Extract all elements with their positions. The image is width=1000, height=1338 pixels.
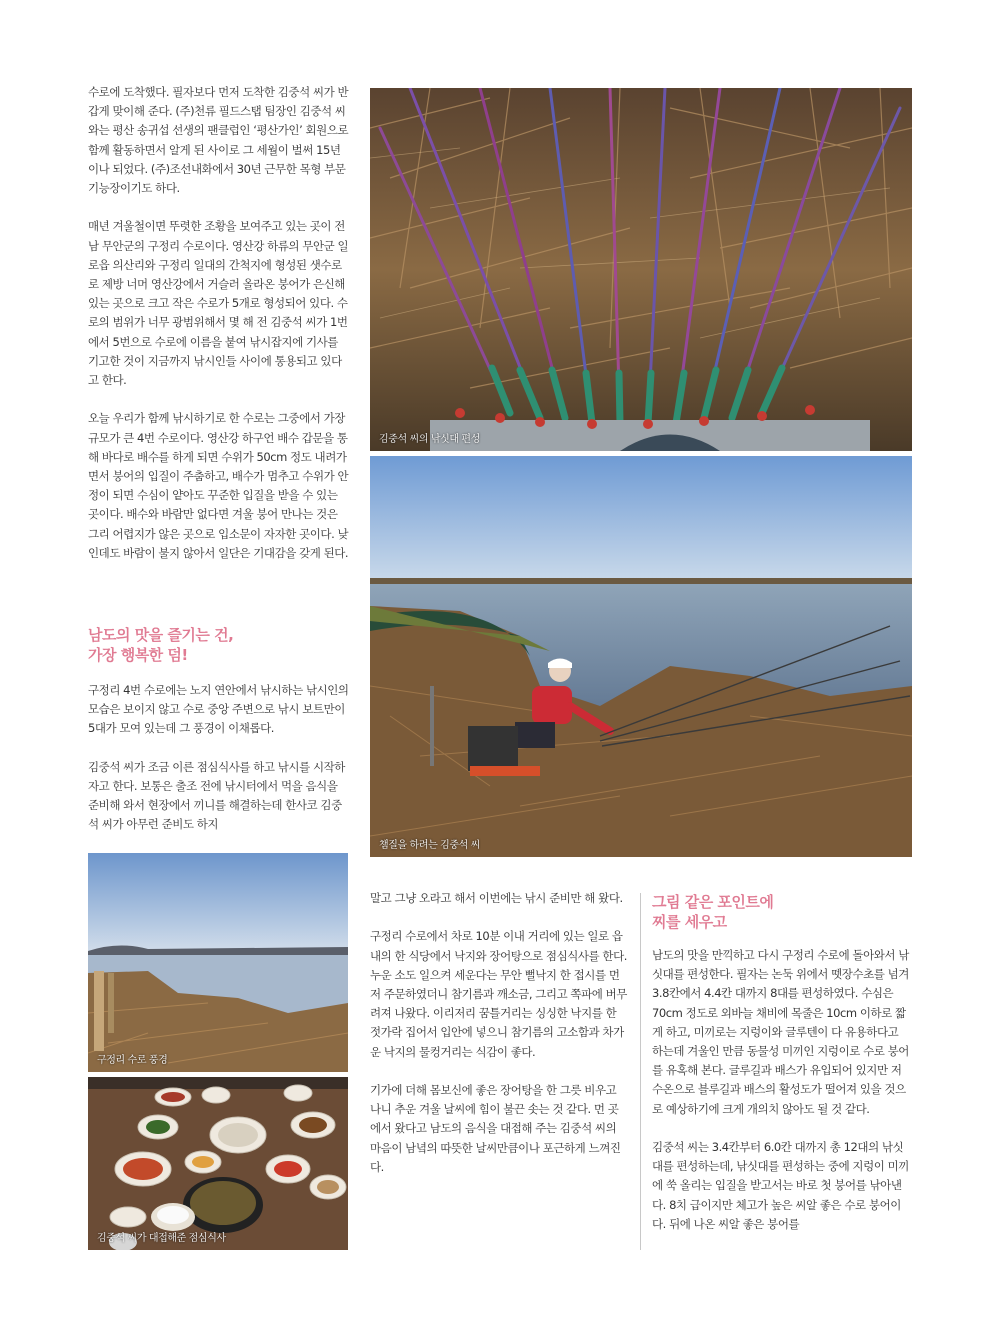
col1-paragraph: 매년 겨울철이면 뚜렷한 조황을 보여주고 있는 곳이 전남 무안군의 구정리 수로이다. 영산강 하류의 무안군 일로읍 의산리와 구정리 일대의 간척지에 형성된 샛수로로 제방 너머 영산강에서 거슬러 올라온 붕어가 은신해 있는 곳으로 크고 작은 수로가 5개로 형성되어 있다. 수로의 범위가 너무 광범위해서 몇 해 전 김중석 씨가 1번에서 5번으로 수로에 이름을 붙여 낚시잡지에 기사를 기고한 것이 지금까지 낚시인들 사이에 통용되고 있다고 한다.	[88, 219, 349, 388]
angler-image	[370, 456, 912, 857]
col2-paragraph: 말고 그냥 오라고 해서 이번에는 낚시 준비만 해 왔다.	[370, 891, 623, 905]
col3-paragraph: 남도의 맛을 만끽하고 다시 구정리 수로에 돌아와서 낚싯대를 편성한다. 필자는 논둑 위에서 뗏장수초를 넘겨 3.8칸에서 4.4칸 대까지 8대를 편성하였다. 수심은 70cm 정도로 외바늘 채비에 목줄은 10cm 이하로 짧게 하고, 미끼로는 지렁이와 글루텐이 다 유용하다고 하는데 겨울인 만큼 동물성 미끼인 지렁이로 수로 붕어를 유혹해 본다. 글루길과 배스가 유입되어 있지만 저수온으로 블루길과 배스의 활성도가 떨어져 있을 것으로 예상하기에 크게 개의치 않아도 될 것 같다.	[652, 948, 909, 1116]
col2-paragraph: 구정리 수로에서 차로 10분 이내 거리에 있는 일로 읍내의 한 식당에서 낙지와 장어탕으로 점심식사를 한다. 누운 소도 일으켜 세운다는 무안 뻘낙지 한 접시를 먼저 주문하였더니 참기름과 깨소금, 그리고 쪽파에 버무려져 나왔다. 이리저리 꿈틀거리는 싱싱한 낙지를 한 젓가락 집어서 입안에 넣으니 참기름의 고소함과 차가운 낙지의 물컹거리는 식감이 좋다.	[370, 929, 627, 1059]
col1-paragraph: 수로에 도착했다. 필자보다 먼저 도착한 김중석 씨가 반갑게 맞이해 준다. (주)천류 필드스탭 팀장인 김중석 씨와는 평산 송귀섭 선생의 팬클럽인 ‘평산가인’ 회원으로 함께 활동하면서 알게 된 사이로 그 세월이 벌써 15년이나 되었다. (주)조선내화에서 30년 근무한 목형 부문 기능장이기도 하다.	[88, 85, 349, 196]
photo-caption: 김중석 씨가 대접해준 점심식사	[97, 1233, 226, 1244]
photo-rods-setup	[370, 88, 912, 451]
col1-text	[88, 83, 350, 563]
photo-meal	[88, 1077, 348, 1250]
heading-line: 찌를 세우고	[652, 913, 727, 931]
column-divider	[640, 893, 641, 1250]
heading-line: 남도의 맛을 즐기는 건,	[88, 626, 234, 644]
photo-caption: 구정리 수로 풍경	[97, 1055, 168, 1066]
col2-text	[370, 889, 627, 1177]
heading-line: 그림 같은 포인트에	[652, 893, 774, 911]
section-heading-southern-taste	[88, 625, 350, 665]
photo-angler	[370, 456, 912, 857]
col2-paragraph: 기가에 더해 몸보신에 좋은 장어탕을 한 그릇 비우고 나니 추운 겨울 날씨에 힘이 불끈 솟는 것 같다. 먼 곳에서 왔다고 남도의 음식을 대접해 주는 김중석 씨의 마음이 남녘의 따뜻한 날씨만큼이나 포근하게 느껴진다.	[370, 1083, 621, 1174]
photo-caption: 챔질을 하려는 김중석 씨	[379, 840, 480, 851]
col3-text	[652, 946, 912, 1234]
col3-paragraph: 김중석 씨는 3.4칸부터 6.0칸 대까지 총 12대의 낚싯대를 편성하는데, 낚싯대를 편성하는 중에 지렁이 미끼에 쑥 올리는 입질을 받고서는 바로 첫 붕어를 낚아낸다. 8치 급이지만 체고가 높은 씨알 좋은 수로 붕어이다. 뒤에 나온 씨알 좋은 붕어를	[652, 1140, 909, 1231]
col1-paragraph: 오늘 우리가 함께 낚시하기로 한 수로는 그중에서 가장 규모가 큰 4번 수로이다. 영산강 하구언 배수 갑문을 통해 바다로 배수를 하게 되면 수위가 50cm 정도 내려가면서 붕어의 입질이 주춤하고, 배수가 멈추고 수위가 안정이 되면 수심이 얕아도 꾸준한 입질을 받을 수 있는 곳이다. 배수와 바람만 없다면 겨울 붕어 만나는 것은 그리 어렵지가 않은 곳으로 입소문이 자자한 곳이다. 낮인데도 바람이 불지 않아서 일단은 기대감을 갖게 된다.	[88, 411, 349, 560]
col1-paragraph: 구정리 4번 수로에는 노지 연안에서 낚시하는 낚시인의 모습은 보이지 않고 수로 중앙 주변으로 낚시 보트만이 5대가 모여 있는데 그 풍경이 이채롭다.	[88, 683, 349, 736]
photo-waterway	[88, 853, 348, 1072]
col1-paragraph: 김중석 씨가 조금 이른 점심식사를 하고 낚시를 시작하자고 한다. 보통은 출조 전에 낚시터에서 먹을 음식을 준비해 와서 현장에서 끼니를 해결하는데 한사코 김중석 씨가 아무런 준비도 하지	[88, 759, 345, 832]
meal-image	[88, 1077, 348, 1250]
waterway-image	[88, 853, 348, 1072]
section-heading-picturesque-point	[652, 892, 912, 932]
heading-line: 가장 행복한 덤!	[88, 646, 188, 664]
photo-caption: 김중석 씨의 낚싯대 편성	[379, 434, 480, 445]
col1-text-2	[88, 681, 350, 835]
rods-image	[370, 88, 912, 451]
